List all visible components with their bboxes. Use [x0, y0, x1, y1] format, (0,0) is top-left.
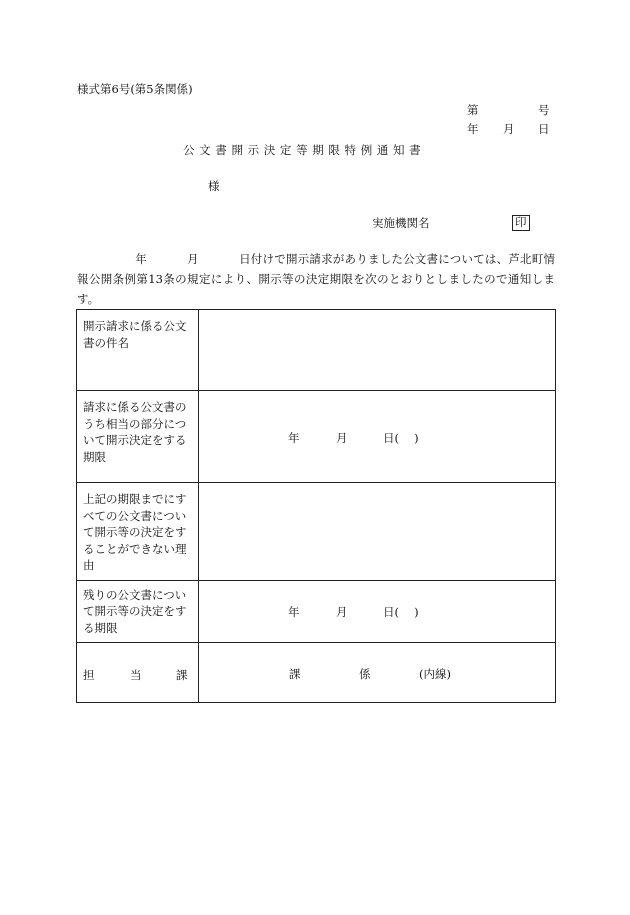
doc-date-day: 日 [538, 122, 550, 136]
agency-label: 実施機関名 [372, 216, 430, 230]
addressee-suffix: 様 [208, 179, 220, 193]
date-day: 日( ) [383, 605, 419, 620]
date-month: 月 [336, 430, 348, 445]
doc-number-dai: 第 [467, 103, 479, 117]
doc-date-month: 月 [503, 122, 515, 136]
notice-paragraph [77, 249, 555, 309]
row-label: 上記の期限までにすべての公文書について開示等の決定をすることができない理由 [77, 483, 199, 581]
body-year: 年 [135, 252, 147, 266]
tanto-char: 担 [83, 667, 95, 682]
seal-mark [512, 215, 530, 231]
form-number: 様式第6号(第5条関係) [77, 82, 193, 96]
row-value [199, 391, 556, 483]
doc-date-year: 年 [467, 122, 479, 136]
naisen-label: (内線) [419, 666, 451, 681]
deadline-date [199, 604, 555, 618]
table-row [77, 643, 556, 703]
row-value [199, 580, 556, 643]
tanto-char: 当 [130, 667, 142, 682]
row-label: 請求に係る公文書のうち相当の部分について開示決定をする期限 [77, 391, 199, 483]
table-row [77, 580, 556, 643]
document-title: 公 文 書 開 示 決 定 等 期 限 特 例 通 知 書 [183, 143, 421, 157]
date-month: 月 [336, 605, 348, 620]
row-label: 残りの公文書について開示等の決定をする期限 [77, 580, 199, 643]
date-year: 年 [288, 430, 300, 445]
date-year: 年 [288, 605, 300, 620]
tanto-char: 課 [176, 667, 188, 682]
table-row [77, 310, 556, 391]
tanto-fields [199, 666, 555, 680]
row-value [199, 310, 556, 391]
body-text: 日付けで開示請求がありました公文書については、芦北町情報公開条例第13条の規定により、開示等の決定期限を次のとおりとしましたので通知します。 [77, 252, 555, 306]
tanto-label [77, 643, 199, 703]
doc-number-go: 号 [538, 103, 550, 117]
deadline-date [199, 430, 555, 444]
table-row [77, 483, 556, 581]
body-month: 月 [186, 252, 199, 266]
table-row [77, 391, 556, 483]
row-label: 開示請求に係る公文書の件名 [77, 310, 199, 391]
date-day: 日( ) [383, 430, 419, 445]
tanto-value [199, 643, 556, 703]
ka-label: 課 [289, 666, 301, 681]
kakari-label: 係 [359, 666, 371, 681]
seal-icon: 印 [512, 215, 530, 231]
notice-table [76, 309, 556, 703]
row-value [199, 483, 556, 581]
